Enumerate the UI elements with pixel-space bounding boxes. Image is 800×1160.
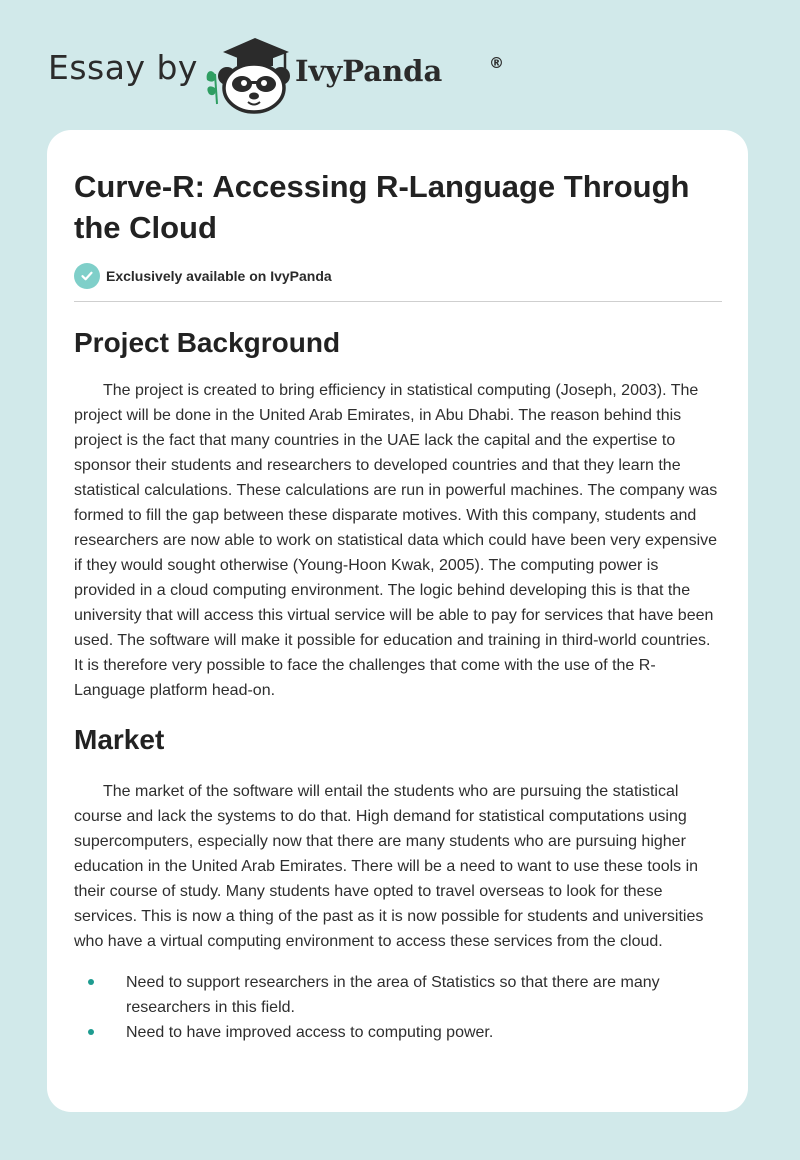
essay-title: Curve-R: Accessing R-Language Through the Cloud	[74, 169, 690, 245]
site-header	[48, 30, 548, 114]
section-paragraph-market: The market of the software will entail the students who are pursuing the statistical course and lack the systems to do that. High demand for statistical computations using supercomputers, especially now that there are many students who are pursuing higher education in the United Arab Emirates. There will be a need to want to use these tools in their course of study. Many students have opted to travel overseas to look for these services. This is now a thing of the past as it is now possible for students and universities who have a virtual computing environment to access these services from the cloud.	[74, 783, 704, 950]
section-paragraph-project-background: The project is created to bring efficiency in statistical computing (Joseph, 2003). The project will be done in the United Arab Emirates, in Abu Dhabi. The reason behind this project is the fact that many countries in the UAE lack the capital and the expertise to sponsor their students and researchers to developed countries and that they learn the statistical calculations. These calculations are run in powerful machines. The company was formed to fill the gap between these disparate motives. With this company, students and researchers are now able to work on statistical data which could have been very expensive if they would sought otherwise (Young-Hoon Kwak, 2005). The computing power is provided in a cloud computing environment. The logic behind developing this is that the university that will access this virtual service will be able to pay for services that have been used. The software will make it possible for education and training in third-world countries. It is therefore very possible to face the challenges that come with the use of the R-Language platform head-on.	[74, 382, 718, 699]
list-item	[74, 970, 722, 1020]
market-bullet-list	[74, 970, 722, 1045]
brand-prefix: Essay by	[48, 48, 198, 87]
exclusive-badge	[74, 262, 722, 290]
panda-logo-icon[interactable]	[203, 34, 297, 114]
list-item-text: Need to support researchers in the area of Statistics so that there are many researchers in this field.	[126, 974, 660, 1016]
list-item	[74, 1020, 722, 1045]
exclusive-label: Exclusively available on IvyPanda	[106, 268, 332, 284]
list-item-text: Need to have improved access to computing power.	[126, 1024, 494, 1041]
bullet-dot-icon	[88, 1029, 94, 1035]
title-divider	[74, 301, 722, 302]
section-heading-market: Market	[74, 724, 165, 755]
check-circle-icon	[74, 263, 100, 289]
brand-name[interactable]: IvyPanda	[295, 54, 443, 88]
section-heading-project-background: Project Background	[74, 327, 341, 358]
essay-card	[47, 130, 748, 1112]
registered-mark: ®	[489, 54, 504, 72]
bullet-dot-icon	[88, 979, 94, 985]
